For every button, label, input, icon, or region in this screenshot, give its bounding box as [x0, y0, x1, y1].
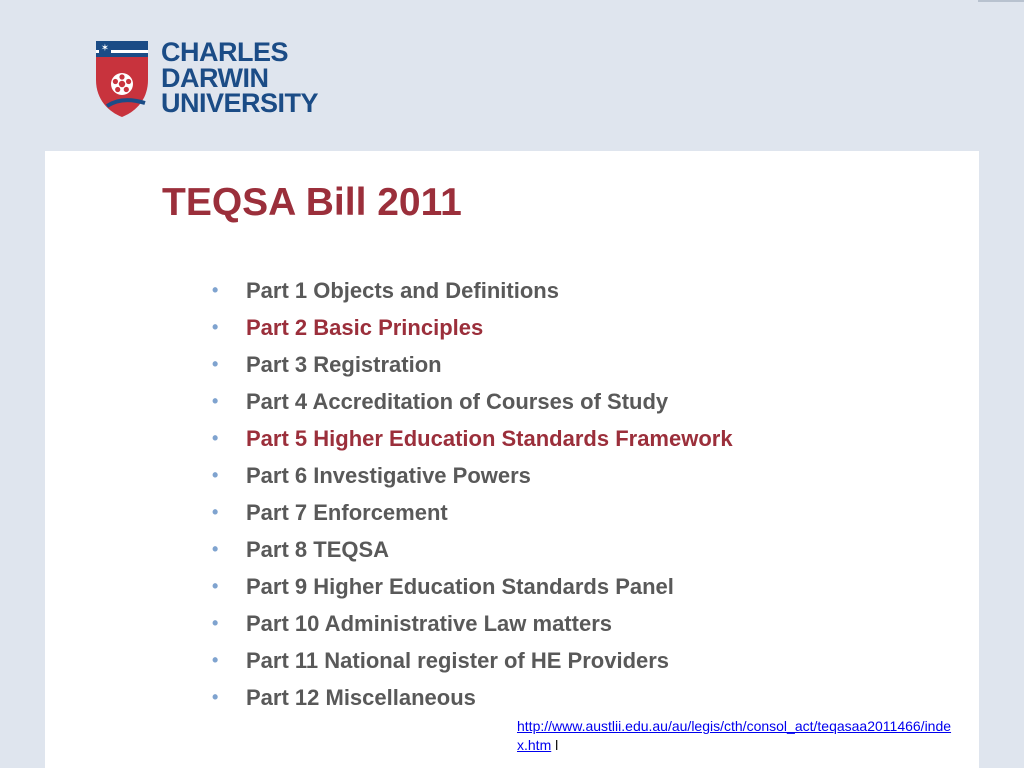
svg-text:✶: ✶ [100, 43, 110, 54]
bullet-icon: • [212, 465, 219, 485]
cdu-logo [95, 37, 375, 120]
list-item [210, 420, 733, 457]
list-item [210, 457, 733, 494]
bullet-icon: • [212, 354, 219, 374]
list-item [210, 383, 733, 420]
logo-line-1: CHARLES [161, 37, 289, 67]
list-item-text: Part 1 Objects and Definitions [246, 277, 559, 303]
list-item [210, 605, 733, 642]
bullet-icon: • [212, 687, 219, 707]
bullet-icon: • [212, 502, 219, 522]
bullet-icon: • [212, 576, 219, 596]
bullet-icon: • [212, 317, 219, 337]
list-item-text: Part 5 Higher Education Standards Framework [246, 425, 733, 451]
list-item [210, 494, 733, 531]
bullet-icon: • [212, 650, 219, 670]
list-item-text: Part 4 Accreditation of Courses of Study [246, 388, 669, 414]
slide-title: TEQSA Bill 2011 [162, 181, 462, 224]
bill-parts-list [210, 272, 733, 716]
list-item-text: Part 10 Administrative Law matters [246, 610, 612, 636]
bullet-icon: • [212, 391, 219, 411]
reference-suffix: l [551, 737, 559, 753]
list-item [210, 346, 733, 383]
logo-line-2: DARWIN [161, 62, 269, 93]
list-item-text: Part 2 Basic Principles [246, 314, 484, 340]
list-item [210, 642, 733, 679]
reference-link[interactable]: http://www.austlii.edu.au/au/legis/cth/consol_act/teqasaa2011466/index.htm [517, 718, 952, 753]
logo-line-3: UNIVERSITY [161, 88, 319, 118]
bullet-icon: • [212, 613, 219, 633]
bullet-icon: • [212, 428, 219, 448]
list-item-text: Part 6 Investigative Powers [246, 462, 531, 488]
list-item [210, 568, 733, 605]
list-item-text: Part 7 Enforcement [246, 499, 448, 525]
list-item-text: Part 9 Higher Education Standards Panel [246, 573, 674, 599]
list-item-text: Part 8 TEQSA [246, 536, 390, 562]
list-item-text: Part 3 Registration [246, 351, 442, 377]
list-item [210, 272, 733, 309]
logo-wordmark [161, 37, 319, 118]
bullet-icon: • [212, 539, 219, 559]
list-item [210, 679, 733, 716]
list-item-text: Part 11 National register of HE Providers [246, 647, 670, 673]
list-item-text: Part 12 Miscellaneous [246, 684, 476, 710]
shield-emblem-icon [95, 40, 149, 118]
list-item [210, 531, 733, 568]
reference-note [517, 717, 957, 755]
bullet-icon: • [212, 280, 219, 300]
list-item [210, 309, 733, 346]
top-edge-line [978, 0, 1024, 2]
